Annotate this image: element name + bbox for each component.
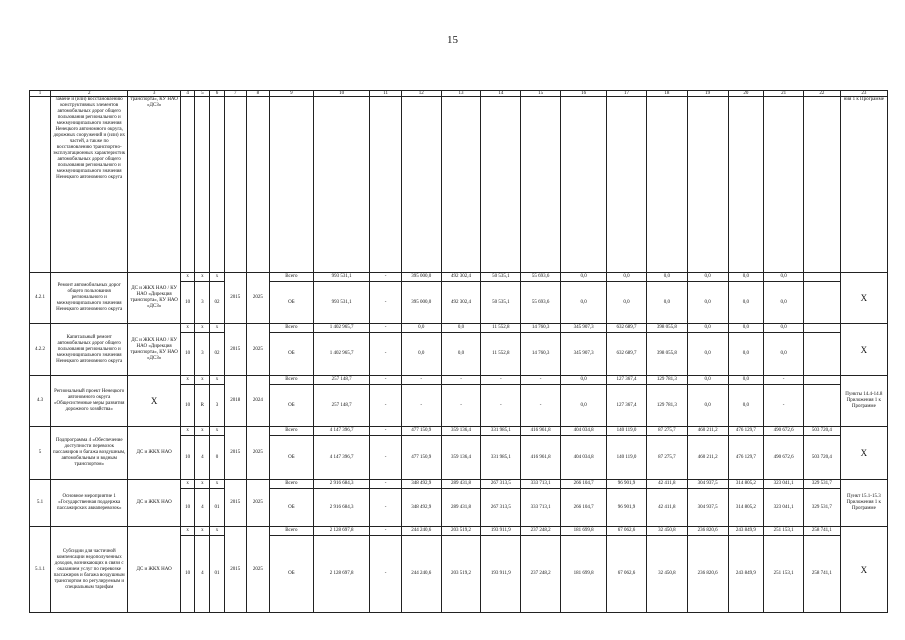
row-code: 0: [210, 436, 225, 480]
row-value: 476 129,7: [728, 436, 764, 480]
row-value: 193 911,9: [481, 536, 521, 613]
row-value: 11 552,8: [481, 324, 521, 333]
row-value: 50 535,1: [481, 273, 521, 282]
row-code: 01: [210, 489, 225, 527]
col-header-18: 18: [646, 91, 687, 97]
row-code: 4: [195, 489, 210, 527]
row-num: 4.2.1: [30, 273, 51, 324]
row-name: Региональный проект Ненецкого автономного округа «Общесистемные меры развития дорожного хозяйства»: [50, 376, 128, 427]
row-note: Пункт 15.1-15.3 Приложения 1 к Программе: [840, 480, 887, 527]
row-value: 289 431,8: [441, 480, 481, 489]
row-value: -: [370, 273, 401, 282]
col-header-8: 8: [246, 91, 269, 97]
row-source-label: ОБ: [269, 333, 313, 376]
row-value: 140 119,0: [607, 427, 647, 436]
row-code: 10: [180, 436, 195, 480]
col-header-23: 23: [840, 91, 887, 97]
row-value: 0,0: [687, 324, 728, 333]
row-value: 416 961,8: [521, 427, 561, 436]
row-end: 2025: [246, 324, 269, 376]
table-row: [30, 324, 888, 333]
row-value: 398 055,8: [646, 333, 687, 376]
col-header-5: 5: [195, 91, 210, 97]
row-x-mark: x: [195, 427, 210, 436]
col-header-10: 10: [313, 91, 370, 97]
row-note: ния 1 к Программе: [840, 97, 887, 273]
row-value: -: [441, 376, 481, 385]
row-code: R: [195, 385, 210, 427]
program-table: [29, 90, 888, 613]
row-value: 266 104,7: [561, 489, 607, 527]
row-value: 181 699,8: [561, 536, 607, 613]
row-total-label: Всего: [269, 376, 313, 385]
row-value: 0,0: [687, 282, 728, 324]
row-value: [804, 273, 841, 282]
row-value: 359 136,4: [441, 436, 481, 480]
col-header-9: 9: [269, 91, 313, 97]
row-value: 0,0: [728, 324, 764, 333]
row-total-label: Всего: [269, 527, 313, 536]
row-value: 244 240,6: [401, 527, 441, 536]
row-value: -: [370, 333, 401, 376]
row-start: 2015: [224, 427, 246, 480]
row-value: -: [370, 376, 401, 385]
row-value: 0,0: [646, 273, 687, 282]
row-value: 266 104,7: [561, 480, 607, 489]
row-value: 129 781,3: [646, 376, 687, 385]
col-header-22: 22: [804, 91, 841, 97]
row-source-label: ОБ: [269, 489, 313, 527]
row-value: -: [370, 480, 401, 489]
row-code: 4: [195, 436, 210, 480]
row-num: [30, 97, 51, 273]
row-value: 0,0: [687, 376, 728, 385]
row-value: 404 034,8: [561, 427, 607, 436]
row-value: 345 907,3: [561, 324, 607, 333]
row-value: 492 302,4: [441, 273, 481, 282]
row-value: [804, 282, 841, 324]
row-code: 02: [210, 333, 225, 376]
col-header-16: 16: [561, 91, 607, 97]
row-value: 331 985,1: [481, 436, 521, 480]
row-value: -: [441, 385, 481, 427]
row-value: -: [370, 489, 401, 527]
row-value: 67 062,6: [607, 527, 647, 536]
row-value: 96 901,9: [607, 489, 647, 527]
row-value: 0,0: [561, 376, 607, 385]
row-value: 11 552,8: [481, 333, 521, 376]
row-value: 359 136,4: [441, 427, 481, 436]
row-x-mark: x: [210, 376, 225, 385]
row-value: 503 720,4: [804, 436, 841, 480]
row-value: 1 402 965,7: [313, 333, 370, 376]
row-value: 87 275,7: [646, 436, 687, 480]
row-value: 32 450,8: [646, 527, 687, 536]
row-value: 181 699,8: [561, 527, 607, 536]
row-executor: ДС и ЖКХ НАО: [128, 427, 180, 480]
row-value: 0,0: [764, 282, 804, 324]
row-value: 333 713,1: [521, 480, 561, 489]
row-value: 2 128 697,8: [313, 536, 370, 613]
row-value: -: [370, 324, 401, 333]
row-x-mark: x: [195, 527, 210, 536]
row-value: 490 672,6: [764, 436, 804, 480]
row-x-mark: x: [180, 324, 195, 333]
row-note: X: [840, 527, 887, 613]
row-value: 129 781,3: [646, 385, 687, 427]
row-value: 0,0: [607, 282, 647, 324]
row-value: 237 248,2: [521, 527, 561, 536]
table-row: [30, 273, 888, 282]
row-value: 492 302,4: [441, 282, 481, 324]
row-value: [804, 333, 841, 376]
row-source-label: ОБ: [269, 282, 313, 324]
row-executor: ДС и ЖКХ НАО / КУ НАО «Дирекция транспорта», КУ НАО «ДСЗ»: [128, 273, 180, 324]
col-header-13: 13: [441, 91, 481, 97]
row-value: 55 693,6: [521, 273, 561, 282]
row-end: 2025: [246, 273, 269, 324]
row-x-mark: x: [210, 480, 225, 489]
col-header-4: 4: [180, 91, 195, 97]
row-source-label: ОБ: [269, 436, 313, 480]
row-note: X: [840, 324, 887, 376]
row-executor: ДС и ЖКХ НАО: [128, 480, 180, 527]
row-start: 2015: [224, 324, 246, 376]
row-start: 2015: [224, 480, 246, 527]
row-value: 0,0: [646, 282, 687, 324]
row-end: 2025: [246, 527, 269, 613]
row-value: 304 937,5: [687, 480, 728, 489]
row-code: 01: [210, 536, 225, 613]
row-source-label: ОБ: [269, 536, 313, 613]
row-value: 0,0: [687, 273, 728, 282]
row-value: 0,0: [728, 333, 764, 376]
row-value: 244 240,6: [401, 536, 441, 613]
row-value: 257 148,7: [313, 376, 370, 385]
row-value: 993 531,1: [313, 282, 370, 324]
col-header-21: 21: [764, 91, 804, 97]
row-value: 258 741,1: [804, 527, 841, 536]
row-value: 314 805,2: [728, 480, 764, 489]
row-value: 0,0: [561, 282, 607, 324]
row-value: 2 128 697,8: [313, 527, 370, 536]
row-value: 0,0: [561, 385, 607, 427]
row-value: 0,0: [728, 376, 764, 385]
row-code: 10: [180, 489, 195, 527]
row-value: 348 492,9: [401, 480, 441, 489]
row-value: -: [370, 527, 401, 536]
row-total-label: Всего: [269, 273, 313, 282]
table-row: [30, 527, 888, 536]
row-value: 0,0: [728, 273, 764, 282]
row-value: 304 937,5: [687, 489, 728, 527]
row-value: 477 150,9: [401, 427, 441, 436]
row-value: 203 519,2: [441, 536, 481, 613]
table-row: [30, 480, 888, 489]
row-value: 257 148,7: [313, 385, 370, 427]
row-x-mark: x: [195, 273, 210, 282]
row-code: 3: [210, 385, 225, 427]
col-header-17: 17: [607, 91, 647, 97]
col-header-6: 6: [210, 91, 225, 97]
row-start: 2015: [224, 273, 246, 324]
row-code: 10: [180, 333, 195, 376]
row-value: 0,0: [764, 273, 804, 282]
row-value: 0,0: [687, 333, 728, 376]
row-code: 10: [180, 385, 195, 427]
row-value: -: [370, 282, 401, 324]
col-header-7: 7: [224, 91, 246, 97]
row-value: 236 820,6: [687, 527, 728, 536]
row-note: Пункты 14.4-14.8 Приложения 1 к Программе: [840, 376, 887, 427]
row-value: 323 041,1: [764, 480, 804, 489]
row-x-mark: x: [210, 527, 225, 536]
row-value: 289 431,8: [441, 489, 481, 527]
row-value: -: [401, 376, 441, 385]
row-value: 2 916 684,3: [313, 489, 370, 527]
row-value: 14 760,3: [521, 333, 561, 376]
row-value: [804, 376, 841, 385]
row-value: -: [370, 385, 401, 427]
col-header-14: 14: [481, 91, 521, 97]
row-num: 4.3: [30, 376, 51, 427]
row-value: -: [481, 385, 521, 427]
row-value: 267 313,5: [481, 489, 521, 527]
row-total-label: Всего: [269, 427, 313, 436]
row-value: 203 519,2: [441, 527, 481, 536]
row-source-label: ОБ: [269, 385, 313, 427]
row-value: 490 672,6: [764, 427, 804, 436]
row-value: 4 147 396,7: [313, 427, 370, 436]
row-value: 55 693,6: [521, 282, 561, 324]
row-value: 0,0: [441, 333, 481, 376]
row-start: 2018: [224, 376, 246, 427]
row-start: 2015: [224, 527, 246, 613]
row-x-mark: x: [195, 324, 210, 333]
row-executor: транспорта», КУ НАО «ДСЗ»: [128, 97, 180, 273]
row-value: 42 411,8: [646, 480, 687, 489]
col-header-1: 1: [30, 91, 51, 97]
row-value: 0,0: [607, 273, 647, 282]
row-value: 140 119,0: [607, 436, 647, 480]
row-x-mark: x: [210, 324, 225, 333]
row-value: 0,0: [728, 282, 764, 324]
row-value: 251 153,1: [764, 536, 804, 613]
table-row: [30, 427, 888, 436]
row-value: 329 531,7: [804, 480, 841, 489]
row-value: 331 985,1: [481, 427, 521, 436]
row-x-mark: x: [180, 427, 195, 436]
row-value: 267 313,5: [481, 480, 521, 489]
row-x-mark: x: [180, 376, 195, 385]
row-value: -: [521, 385, 561, 427]
row-value: 2 916 684,3: [313, 480, 370, 489]
row-total-label: Всего: [269, 480, 313, 489]
row-name: замене и (или) восстановлению конструктивных элементов автомобильных дорог общего пользования регионального и межмуниципального значения Ненецкого автономного округа, дорожных сооружений и (или) их частей, а также по восстановлению транспортно-эксплуатационных характеристик автомобильных дорог общего пользования регионального и межмуниципального значения Ненецкого автономного округа: [50, 97, 128, 273]
row-name: Ремонт автомобильных дорог общего пользования регионального и межмуниципального значения Ненецкого автономного округа: [50, 273, 128, 324]
col-header-11: 11: [370, 91, 401, 97]
row-value: -: [764, 376, 804, 385]
row-value: 0,0: [728, 385, 764, 427]
row-value: 0,0: [687, 385, 728, 427]
row-value: 460 211,2: [687, 427, 728, 436]
row-value: 0,0: [441, 324, 481, 333]
row-value: 0,0: [401, 333, 441, 376]
row-value: -: [481, 376, 521, 385]
row-end: 2025: [246, 480, 269, 527]
row-end: 2025: [246, 427, 269, 480]
row-value: 0,0: [764, 333, 804, 376]
row-code: 10: [180, 536, 195, 613]
row-end: 2024: [246, 376, 269, 427]
row-value: 314 805,2: [728, 489, 764, 527]
col-header-2: 2: [50, 91, 128, 97]
continuation-row: [30, 97, 888, 273]
row-value: 398 055,8: [646, 324, 687, 333]
row-value: 258 741,1: [804, 536, 841, 613]
row-value: 404 034,8: [561, 436, 607, 480]
row-value: -: [401, 385, 441, 427]
row-value: 477 150,9: [401, 436, 441, 480]
row-value: -: [521, 376, 561, 385]
row-value: 333 713,1: [521, 489, 561, 527]
row-value: -: [370, 436, 401, 480]
row-executor: X: [128, 376, 180, 427]
row-value: 251 153,1: [764, 527, 804, 536]
row-value: 96 901,9: [607, 480, 647, 489]
row-value: 127 367,4: [607, 376, 647, 385]
row-value: 236 820,6: [687, 536, 728, 613]
row-name: Подпрограмма 4 «Обеспечение доступности перевозок пассажиров и багажа воздушным, автомобильным и водным транспортом»: [50, 427, 128, 480]
col-header-19: 19: [687, 91, 728, 97]
table-row: [30, 376, 888, 385]
col-header-15: 15: [521, 91, 561, 97]
row-x-mark: x: [210, 273, 225, 282]
row-executor: ДС и ЖКХ НАО / КУ НАО «Дирекция транспорта», КУ НАО «ДСЗ»: [128, 324, 180, 376]
row-num: 5: [30, 427, 51, 480]
row-code: 3: [195, 333, 210, 376]
row-num: 5.1: [30, 480, 51, 527]
row-code: 02: [210, 282, 225, 324]
row-value: -: [764, 385, 804, 427]
row-x-mark: x: [195, 376, 210, 385]
row-value: 1 402 965,7: [313, 324, 370, 333]
row-value: 87 275,7: [646, 427, 687, 436]
row-executor: ДС и ЖКХ НАО: [128, 527, 180, 613]
row-value: 67 062,6: [607, 536, 647, 613]
row-value: 348 492,9: [401, 489, 441, 527]
row-x-mark: x: [180, 273, 195, 282]
row-value: 0,0: [561, 273, 607, 282]
row-value: 0,0: [764, 324, 804, 333]
row-value: 193 911,9: [481, 527, 521, 536]
row-num: 5.1.1: [30, 527, 51, 613]
row-value: 237 248,2: [521, 536, 561, 613]
row-value: 993 531,1: [313, 273, 370, 282]
col-header-20: 20: [728, 91, 764, 97]
row-value: 50 535,1: [481, 282, 521, 324]
row-value: [804, 324, 841, 333]
row-value: 632 689,7: [607, 333, 647, 376]
row-value: -: [370, 427, 401, 436]
row-name: Субсидии для частичной компенсации недополученных доходов, возникающих в связи с оказанием услуг по перевозке пассажиров и багажа воздушным транспортом по регулируемым и специальным тарифам: [50, 527, 128, 613]
row-note: X: [840, 273, 887, 324]
row-value: 395 000,0: [401, 282, 441, 324]
row-code: 3: [195, 282, 210, 324]
page-number: 15: [447, 34, 458, 46]
row-value: 476 129,7: [728, 427, 764, 436]
row-value: 0,0: [401, 324, 441, 333]
row-value: 4 147 396,7: [313, 436, 370, 480]
col-header-3: 3: [128, 91, 180, 97]
row-code: 4: [195, 536, 210, 613]
row-value: 243 849,9: [728, 536, 764, 613]
row-x-mark: x: [195, 480, 210, 489]
row-value: 416 961,8: [521, 436, 561, 480]
row-value: 395 000,0: [401, 273, 441, 282]
row-value: 345 907,3: [561, 333, 607, 376]
row-value: 503 720,4: [804, 427, 841, 436]
row-code: 10: [180, 282, 195, 324]
row-value: 329 531,7: [804, 489, 841, 527]
row-value: 460 211,2: [687, 436, 728, 480]
row-total-label: Всего: [269, 324, 313, 333]
row-name: Основное мероприятие 1 «Государственная поддержка пассажирских авиаперевозок»: [50, 480, 128, 527]
row-value: 243 849,9: [728, 527, 764, 536]
row-name: Капитальный ремонт автомобильных дорог общего пользования регионального и межмуниципального значения Ненецкого автономного округа: [50, 324, 128, 376]
row-x-mark: x: [180, 527, 195, 536]
row-value: [804, 385, 841, 427]
row-num: 4.2.2: [30, 324, 51, 376]
col-header-12: 12: [401, 91, 441, 97]
row-value: 32 450,8: [646, 536, 687, 613]
row-value: -: [370, 536, 401, 613]
row-value: 323 041,1: [764, 489, 804, 527]
row-value: 42 411,8: [646, 489, 687, 527]
row-value: 632 689,7: [607, 324, 647, 333]
row-x-mark: x: [180, 480, 195, 489]
row-note: X: [840, 427, 887, 480]
row-x-mark: x: [210, 427, 225, 436]
row-value: 127 367,4: [607, 385, 647, 427]
row-value: 14 760,3: [521, 324, 561, 333]
